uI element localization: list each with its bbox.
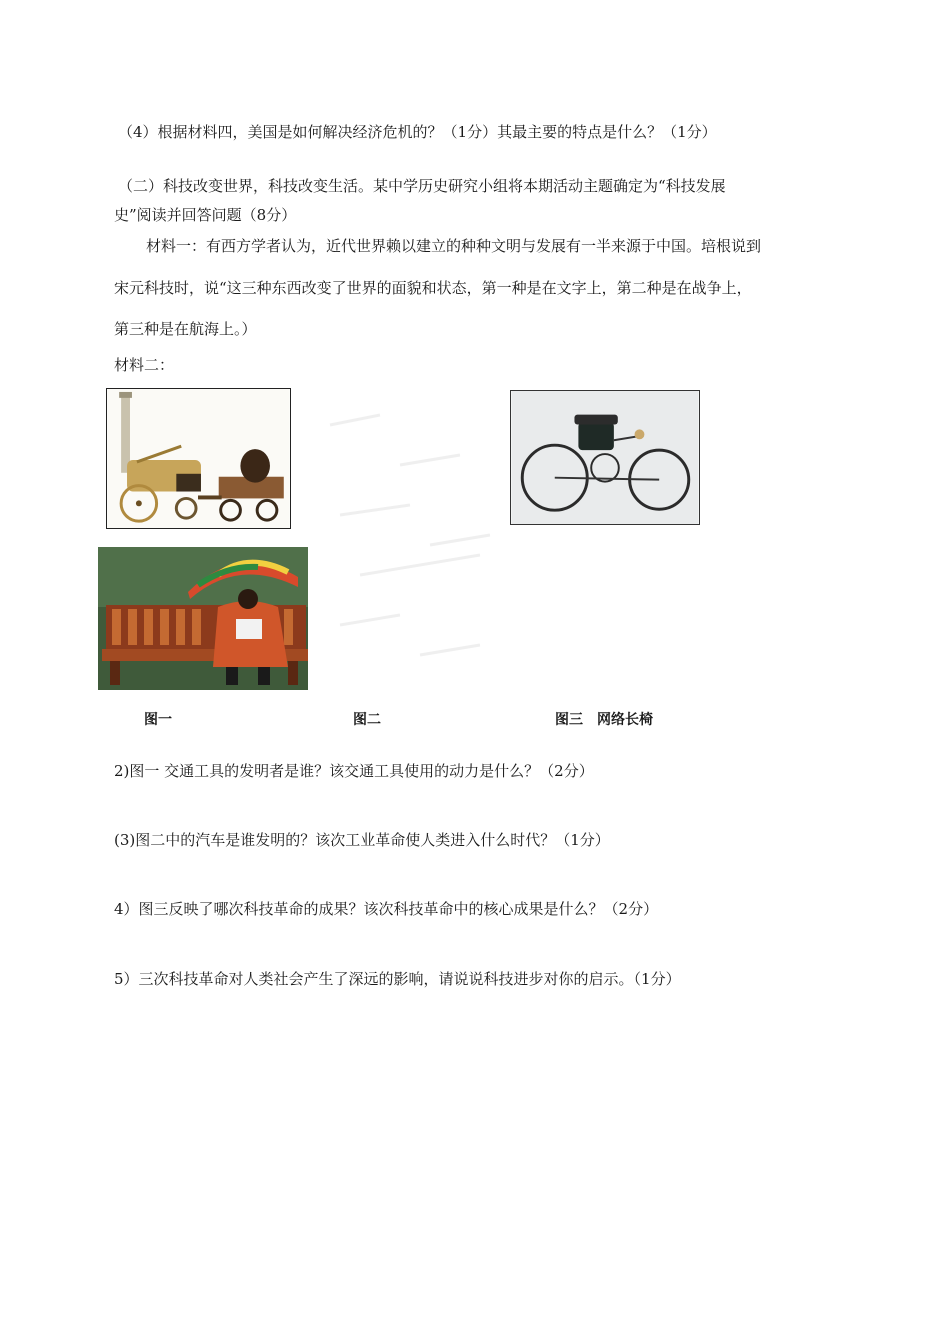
network-bench-illustration [98, 547, 308, 690]
figure-3-network-bench-image [98, 547, 308, 690]
figure-2-automobile-image [510, 390, 700, 525]
locomotive-illustration [107, 389, 290, 528]
figure-3-caption: 图三 网络长椅 [555, 712, 653, 728]
material-1-line-2: 宋元科技时，说“这三种东西改变了世界的面貌和状态，第一种是在文字上，第二种是在战争上， [114, 279, 752, 297]
material-2-label: 材料二： [114, 356, 175, 374]
figure-1-locomotive-image [106, 388, 291, 529]
question-4-top: （4）根据材料四，美国是如何解决经济危机的？（1分）其最主要的特点是什么？（1分） [118, 123, 717, 141]
question-5: 5）三次科技革命对人类社会产生了深远的影响，请说说科技进步对你的启示。（1分） [114, 970, 681, 988]
question-4: 4）图三反映了哪次科技革命的成果？该次科技革命中的核心成果是什么？（2分） [114, 900, 659, 918]
section-header-line-2: 史”阅读并回答问题（8分） [114, 206, 297, 224]
figure-2-caption: 图二 [353, 712, 381, 728]
faint-watermark-graphic [320, 405, 520, 705]
question-2: 2)图一 交通工具的发明者是谁？该交通工具使用的动力是什么？（2分） [114, 762, 594, 780]
automobile-illustration [511, 391, 699, 524]
material-1-line-1: 材料一：有西方学者认为，近代世界赖以建立的种种文明与发展有一半来源于中国。培根说到 [146, 237, 762, 255]
section-header-line-1: （二）科技改变世界，科技改变生活。某中学历史研究小组将本期活动主题确定为“科技发展 [118, 177, 726, 195]
material-1-line-3: 第三种是在航海上。） [114, 320, 257, 338]
figure-1-caption: 图一 [144, 712, 172, 728]
question-3: (3)图二中的汽车是谁发明的？该次工业革命使人类进入什么时代？（1分） [114, 831, 610, 849]
